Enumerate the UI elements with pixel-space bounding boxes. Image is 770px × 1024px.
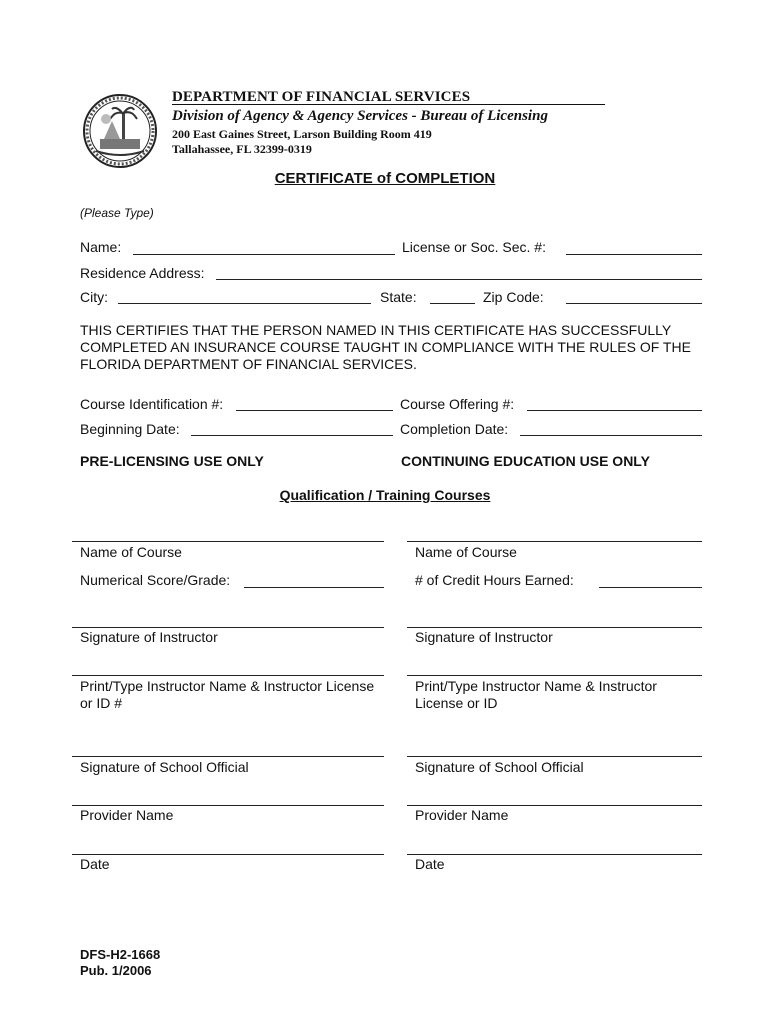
publication-date: Pub. 1/2006: [80, 963, 152, 978]
left-provider-line[interactable]: [72, 805, 384, 806]
right-credit-hours-field[interactable]: [599, 587, 702, 588]
form-code: DFS-H2-1668: [80, 947, 161, 962]
residence-field[interactable]: [216, 279, 702, 280]
division-name: Division of Agency & Agency Services - Bureau of Licensing: [172, 108, 548, 124]
right-provider-line[interactable]: [407, 805, 702, 806]
state-seal-icon: [82, 93, 158, 169]
street-address: 200 East Gaines Street, Larson Building Room 419: [172, 127, 432, 141]
license-field[interactable]: [566, 254, 702, 255]
city-field[interactable]: [118, 303, 371, 304]
pre-licensing-heading: PRE-LICENSING USE ONLY: [80, 453, 264, 469]
name-label: Name:: [80, 239, 122, 255]
right-provider-label: Provider Name: [415, 807, 509, 823]
right-signature-instructor-label: Signature of Instructor: [415, 629, 553, 645]
completion-date-label: Completion Date:: [400, 421, 509, 437]
left-signature-instructor-line[interactable]: [72, 627, 384, 628]
residence-label: Residence Address:: [80, 265, 205, 281]
completion-date-field[interactable]: [520, 435, 702, 436]
city-state-zip: Tallahassee, FL 32399-0319: [172, 142, 312, 156]
left-print-instructor-line[interactable]: [72, 675, 384, 676]
course-offering-field[interactable]: [527, 410, 702, 411]
right-course-name-line[interactable]: [407, 541, 702, 542]
name-field[interactable]: [133, 254, 395, 255]
course-identification-field[interactable]: [236, 410, 393, 411]
state-field[interactable]: [430, 303, 475, 304]
left-date-line[interactable]: [72, 854, 384, 855]
left-signature-instructor-label: Signature of Instructor: [80, 629, 218, 645]
right-signature-instructor-line[interactable]: [407, 627, 702, 628]
beginning-date-field[interactable]: [191, 435, 393, 436]
right-print-instructor-label: Print/Type Instructor Name & Instructor License or ID: [415, 678, 657, 711]
title-underline: [172, 104, 605, 105]
left-signature-official-label: Signature of School Official: [80, 759, 249, 775]
right-credit-hours-label: # of Credit Hours Earned:: [415, 572, 574, 588]
left-signature-official-line[interactable]: [72, 756, 384, 757]
right-course-name-label: Name of Course: [415, 544, 517, 560]
left-provider-label: Provider Name: [80, 807, 174, 823]
left-date-label: Date: [80, 856, 110, 872]
left-score-label: Numerical Score/Grade:: [80, 572, 231, 588]
right-date-line[interactable]: [407, 854, 702, 855]
certification-statement: THIS CERTIFIES THAT THE PERSON NAMED IN THIS CERTIFICATE HAS SUCCESSFULLY COMPLETED AN INSURANCE COURSE TAUGHT IN COMPLIANCE WITH THE RULES OF THE FLORIDA DEPARTMENT OF FINANCIAL SERVICES.: [80, 322, 691, 372]
right-print-instructor-line[interactable]: [407, 675, 702, 676]
right-date-label: Date: [415, 856, 445, 872]
left-course-name-line[interactable]: [72, 541, 384, 542]
left-course-name-label: Name of Course: [80, 544, 182, 560]
state-label: State:: [380, 289, 417, 305]
form-footer: [80, 947, 160, 979]
department-title: DEPARTMENT OF FINANCIAL SERVICES: [172, 89, 471, 105]
beginning-date-label: Beginning Date:: [80, 421, 180, 437]
course-offering-label: Course Offering #:: [400, 396, 515, 412]
course-identification-label: Course Identification #:: [80, 396, 224, 412]
left-print-instructor-label: Print/Type Instructor Name & Instructor License or ID #: [80, 678, 375, 711]
zip-field[interactable]: [566, 303, 702, 304]
license-label: License or Soc. Sec. #:: [402, 239, 546, 255]
please-type-instruction: (Please Type): [80, 206, 154, 220]
certificate-title: CERTIFICATE of COMPLETION: [274, 170, 496, 187]
right-signature-official-label: Signature of School Official: [415, 759, 584, 775]
continuing-education-heading: CONTINUING EDUCATION USE ONLY: [401, 453, 650, 469]
zip-label: Zip Code:: [483, 289, 544, 305]
left-score-field[interactable]: [244, 587, 384, 588]
city-label: City:: [80, 289, 108, 305]
qualification-heading: Qualification / Training Courses: [279, 487, 491, 503]
right-signature-official-line[interactable]: [407, 756, 702, 757]
